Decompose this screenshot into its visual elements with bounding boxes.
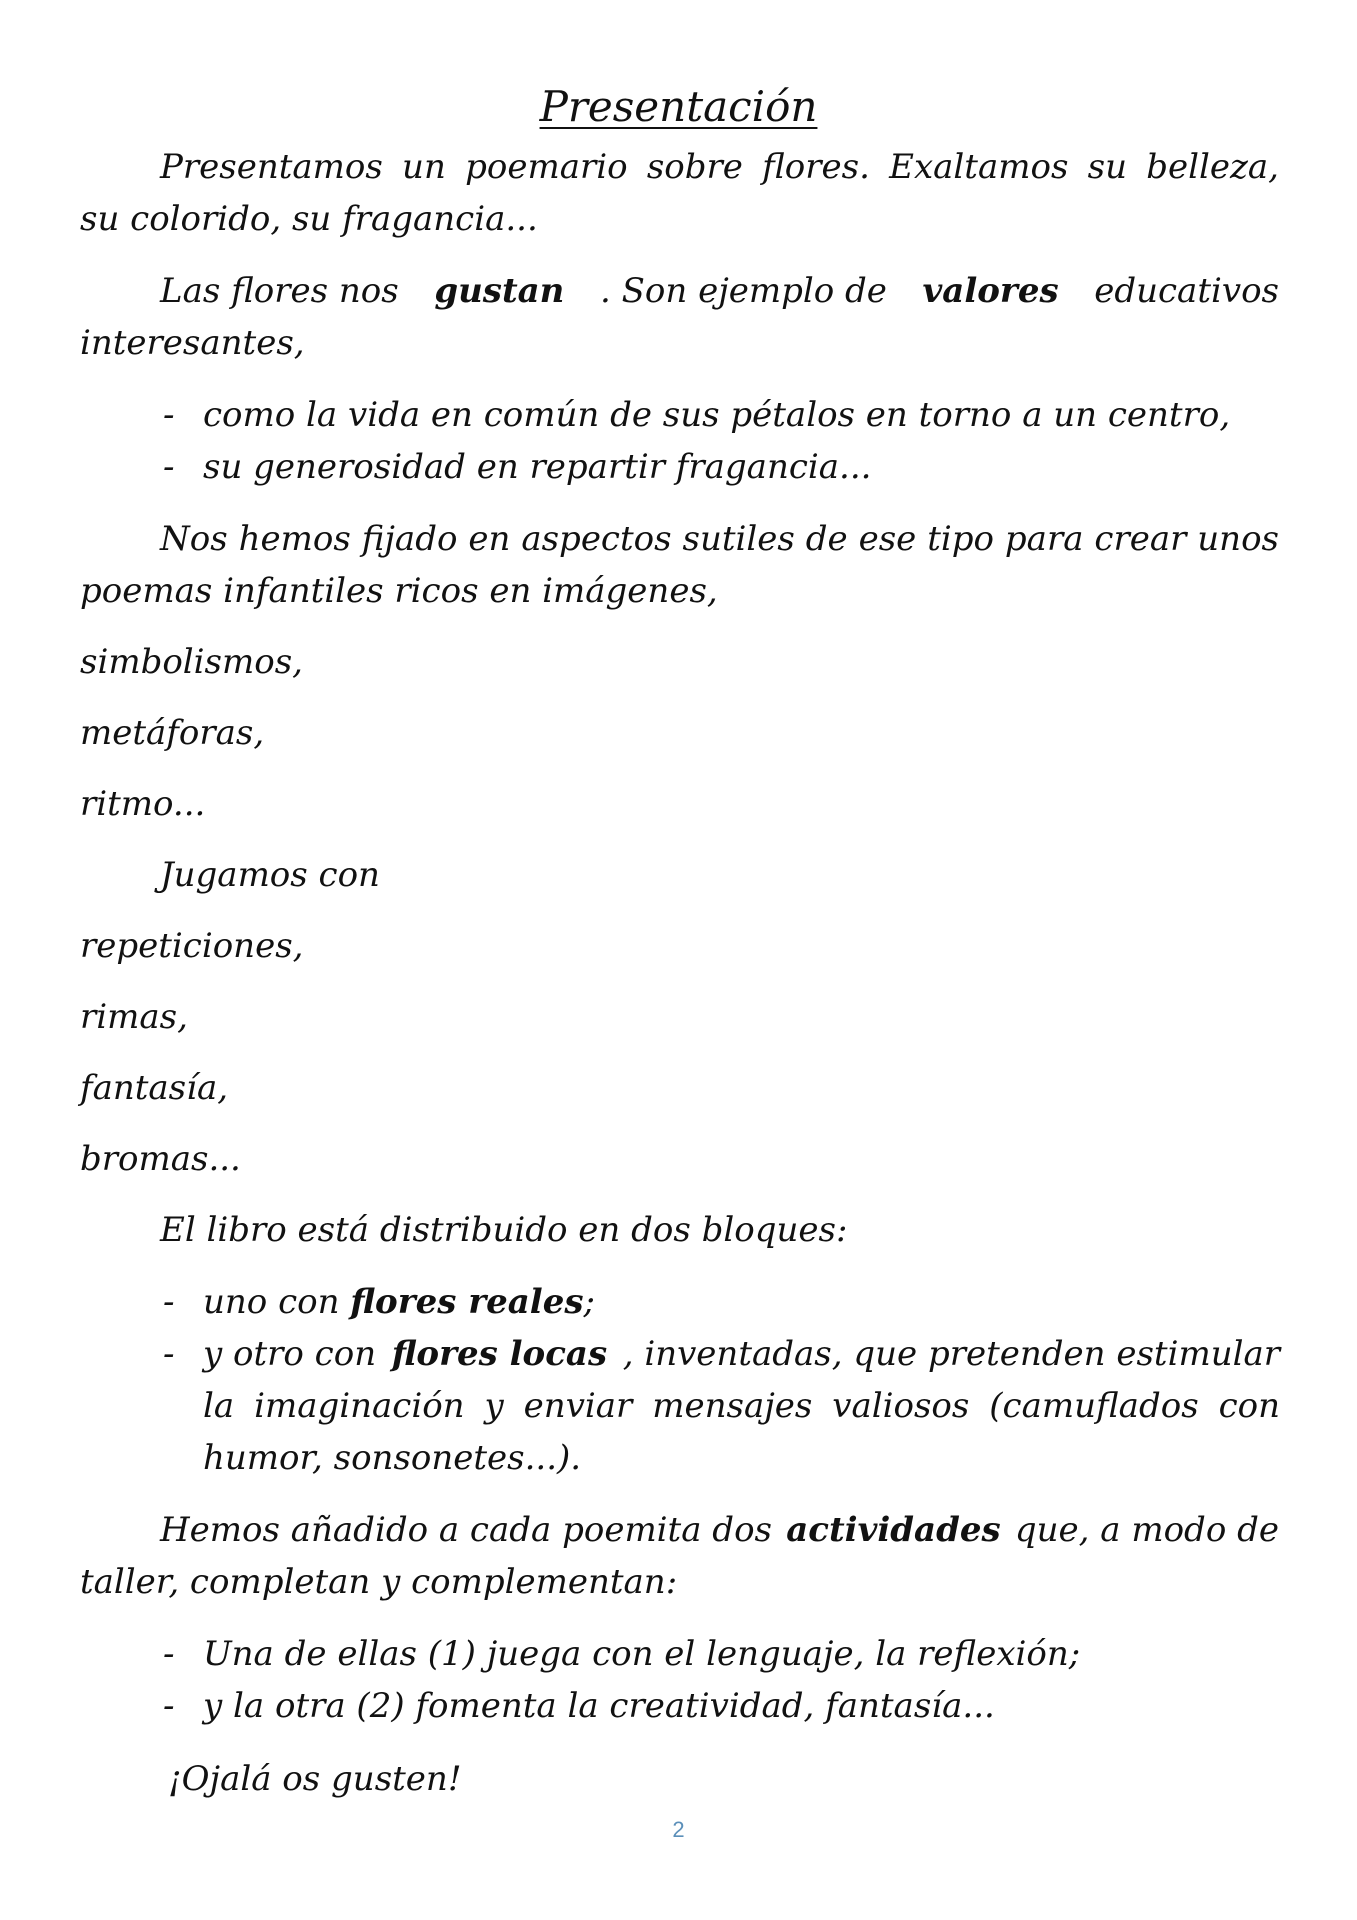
- word-line: simbolismos,: [80, 642, 303, 682]
- list-1-item-2: su generosidad en repartir fragancia...: [203, 447, 872, 487]
- word-line: fantasía,: [80, 1068, 229, 1108]
- list-2-item-2-line-1: [203, 1334, 1280, 1374]
- list-1-item-1: como la vida en común de sus pétalos en torno a un centro,: [203, 395, 1231, 435]
- bold-word-actividades: actividades: [786, 1510, 1001, 1550]
- closing-line: ¡Ojalá os gusten!: [168, 1759, 462, 1799]
- word-line: ritmo...: [80, 784, 206, 824]
- paragraph-6-text-a: Hemos añadido a cada poemita dos: [160, 1510, 772, 1550]
- page-number: 2: [672, 1817, 685, 1842]
- paragraph-2-line-1: [160, 271, 1279, 311]
- list-3-item-2: y la otra (2) fomenta la creatividad, fantasía...: [203, 1686, 995, 1726]
- paragraph-2-text-c: . Son ejemplo de: [600, 271, 887, 311]
- paragraph-5-line-1: El libro está distribuido en dos bloques:: [160, 1210, 848, 1250]
- list-1-bullet-2: -: [163, 447, 175, 487]
- list-3-item-1: Una de ellas (1) juega con el lenguaje, la reflexión;: [203, 1634, 1081, 1674]
- list-2-item-2-line-2: la imaginación y enviar mensajes valiosos (camuflados con: [203, 1386, 1280, 1426]
- paragraph-3-line-1: Nos hemos fijado en aspectos sutiles de ese tipo para crear unos: [160, 519, 1279, 559]
- page-title: Presentación: [539, 82, 818, 131]
- list-3-bullet-2: -: [163, 1686, 175, 1726]
- list-2-item-2-text-c: , inventadas, que pretenden estimular: [622, 1334, 1280, 1374]
- bold-word-gustan: gustan: [434, 271, 565, 311]
- paragraph-6-line-2: taller, completan y complementan:: [80, 1562, 678, 1602]
- list-3-bullet-1: -: [163, 1634, 175, 1674]
- paragraph-4-line-1: Jugamos con: [160, 855, 380, 895]
- word-line: repeticiones,: [80, 926, 304, 966]
- word-line: metáforas,: [80, 713, 265, 753]
- word-line: bromas...: [80, 1139, 241, 1179]
- bold-word-valores: valores: [922, 271, 1059, 311]
- paragraph-6-line-1: [160, 1510, 1279, 1550]
- bold-phrase-flores-reales: flores reales: [350, 1282, 584, 1322]
- paragraph-6-text-c: que, a modo de: [1014, 1510, 1279, 1550]
- list-2-item-1: [203, 1282, 595, 1322]
- list-2-item-2-line-3: humor, sonsonetes...).: [203, 1438, 582, 1478]
- paragraph-2-line-2: interesantes,: [80, 323, 305, 363]
- bold-phrase-flores-locas: flores locas: [391, 1334, 608, 1374]
- list-2-item-1-text-c: ;: [583, 1282, 595, 1322]
- list-2-bullet-2: -: [163, 1334, 175, 1374]
- word-line: rimas,: [80, 997, 188, 1037]
- list-2-item-1-text-a: uno con: [203, 1282, 351, 1322]
- list-1-bullet-1: -: [163, 395, 175, 435]
- list-2-bullet-1: -: [163, 1282, 175, 1322]
- paragraph-2-text-d: educativos: [1094, 271, 1279, 311]
- list-2-item-2-text-a: y otro con: [203, 1334, 377, 1374]
- paragraph-1-line-2: su colorido, su fragancia...: [80, 199, 538, 239]
- paragraph-1-line-1: Presentamos un poemario sobre flores. Exaltamos su belleza,: [160, 147, 1279, 187]
- paragraph-3-line-2: poemas infantiles ricos en imágenes,: [80, 571, 718, 611]
- paragraph-2-text-a: Las flores nos: [160, 271, 399, 311]
